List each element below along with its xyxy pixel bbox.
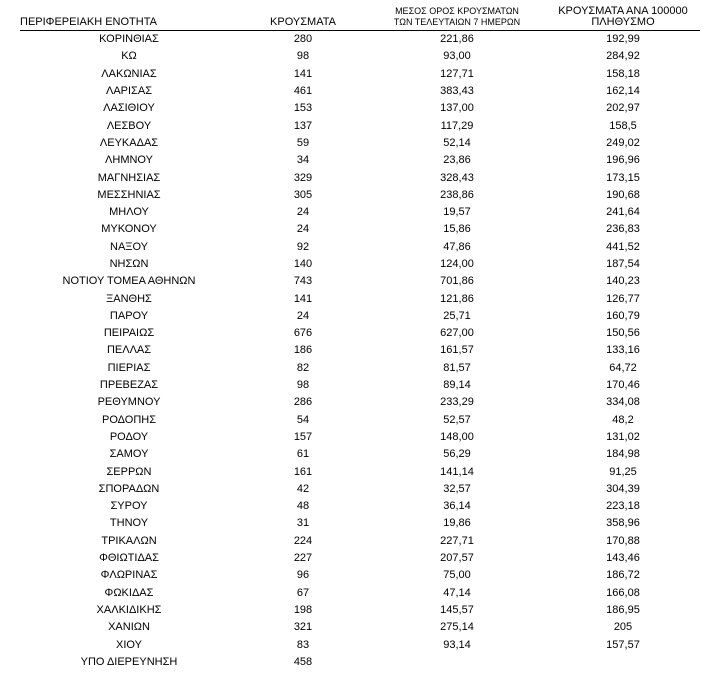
table-row <box>20 602 700 619</box>
cases-per-100000-cell: 150,56 <box>606 327 640 340</box>
cases-cell: 186 <box>293 344 313 357</box>
cases-per-100000-cell: 358,96 <box>606 517 640 530</box>
table-row <box>20 256 700 273</box>
cases-cell: 286 <box>293 396 313 409</box>
region-cell: ΡΕΘΥΜΝΟΥ <box>97 396 161 409</box>
cases-cell: 676 <box>293 327 313 340</box>
table-row <box>20 446 700 463</box>
cases-per-100000-cell: 158,5 <box>609 119 637 132</box>
table-row <box>20 654 700 671</box>
header-avg-line-1: ΜΕΣΟΣ ΟΡΟΣ ΚΡΟΥΣΜΑΤΩΝ <box>395 6 519 16</box>
region-cell: ΞΑΝΘΗΣ <box>106 292 152 305</box>
table-row <box>20 66 700 83</box>
region-cell: ΛΕΥΚΑΔΑΣ <box>99 136 159 149</box>
table-row <box>20 100 700 117</box>
table-row <box>20 567 700 584</box>
avg-7-days-cell: 701,86 <box>440 275 474 288</box>
table-row <box>20 515 700 532</box>
cases-per-100000-cell: 131,02 <box>606 430 640 443</box>
cases-per-100000-cell: 143,46 <box>606 552 640 565</box>
region-cell: ΜΑΓΝΗΣΙΑΣ <box>97 171 161 184</box>
table-row <box>20 48 700 65</box>
region-cell: ΜΕΣΣΗΝΙΑΣ <box>97 188 161 201</box>
table-row <box>20 394 700 411</box>
cases-cell: 67 <box>296 586 310 599</box>
cases-cell: 141 <box>293 67 313 80</box>
table-row <box>20 135 700 152</box>
table-row <box>20 239 700 256</box>
cases-per-100000-cell: 126,77 <box>606 292 640 305</box>
header-region <box>20 6 238 31</box>
table-row <box>20 585 700 602</box>
cases-cell: 48 <box>296 500 310 513</box>
cases-cell: 321 <box>293 621 313 634</box>
cases-per-100000-cell: 223,18 <box>606 500 640 513</box>
header-cases <box>238 6 368 31</box>
cases-cell: 161 <box>293 465 313 478</box>
header-row <box>20 6 700 31</box>
regional-cases-table <box>20 6 700 671</box>
region-cell: ΛΑΚΩΝΙΑΣ <box>101 67 157 80</box>
avg-7-days-cell: 52,57 <box>443 413 471 426</box>
avg-7-days-cell: 56,29 <box>443 448 471 461</box>
region-cell: ΠΕΙΡΑΙΩΣ <box>103 327 155 340</box>
cases-per-100000-cell: 184,98 <box>606 448 640 461</box>
region-cell: ΝΑΞΟΥ <box>110 240 148 253</box>
avg-7-days-cell: 81,57 <box>443 361 471 374</box>
avg-7-days-cell: 328,43 <box>440 171 474 184</box>
region-cell: ΧΑΛΚΙΔΙΚΗΣ <box>96 603 162 616</box>
cases-cell: 92 <box>296 240 310 253</box>
cases-per-100000-cell: 196,96 <box>606 154 640 167</box>
cases-cell: 54 <box>296 413 310 426</box>
avg-7-days-cell: 32,57 <box>443 482 471 495</box>
region-cell: ΤΡΙΚΑΛΩΝ <box>101 534 157 547</box>
header-per-line-1: ΚΡΟΥΣΜΑΤΑ ΑΝΑ 100000 <box>558 5 688 17</box>
cases-per-100000-cell: 190,68 <box>606 188 640 201</box>
table-row <box>20 117 700 134</box>
cases-cell: 24 <box>296 223 310 236</box>
cases-cell: 461 <box>293 85 313 98</box>
avg-7-days-cell: 121,86 <box>440 292 474 305</box>
region-cell: ΚΩ <box>121 50 137 63</box>
table-row <box>20 636 700 653</box>
cases-per-100000-cell: 173,15 <box>606 171 640 184</box>
table-row <box>20 481 700 498</box>
region-cell: ΝΟΤΙΟΥ ΤΟΜΕΑ ΑΘΗΝΩΝ <box>62 275 196 288</box>
cases-per-100000-cell: 186,72 <box>606 569 640 582</box>
avg-7-days-cell: 75,00 <box>443 569 471 582</box>
table-row <box>20 342 700 359</box>
cases-per-100000-cell: 91,25 <box>609 465 637 478</box>
avg-7-days-cell: 47,86 <box>443 240 471 253</box>
cases-cell: 31 <box>296 517 310 530</box>
header-cases-label: ΚΡΟΥΣΜΑΤΑ <box>270 16 336 28</box>
header-avg-7-days <box>368 6 546 31</box>
avg-7-days-cell: 19,86 <box>443 517 471 530</box>
cases-cell: 280 <box>293 33 313 46</box>
table-header <box>20 6 700 31</box>
region-cell: ΜΗΛΟΥ <box>109 206 149 219</box>
avg-7-days-cell: 19,57 <box>443 206 471 219</box>
cases-per-100000-cell: 186,95 <box>606 603 640 616</box>
table-row <box>20 221 700 238</box>
avg-7-days-cell: 145,57 <box>440 603 474 616</box>
avg-7-days-cell: 161,57 <box>440 344 474 357</box>
cases-cell: 82 <box>296 361 310 374</box>
region-cell: ΝΗΣΩΝ <box>109 258 149 270</box>
region-cell: ΣΥΡΟΥ <box>110 500 148 513</box>
cases-per-100000-cell: 192,99 <box>606 33 640 46</box>
cases-per-100000-cell: 334,08 <box>606 396 640 409</box>
avg-7-days-cell: 23,86 <box>443 154 471 167</box>
cases-per-100000-cell: 205 <box>613 621 633 634</box>
cases-cell: 329 <box>293 171 313 184</box>
cases-per-100000-cell: 304,39 <box>606 482 640 495</box>
table-row <box>20 152 700 169</box>
table-row <box>20 429 700 446</box>
region-cell: ΣΕΡΡΩΝ <box>106 465 152 478</box>
cases-per-100000-cell: 441,52 <box>606 240 640 253</box>
avg-7-days-cell: 117,29 <box>440 119 474 132</box>
avg-7-days-cell: 233,29 <box>440 396 474 409</box>
cases-cell: 59 <box>296 136 310 149</box>
header-per-line-2: ΠΛΗΘΥΣΜΟ <box>591 16 655 28</box>
cases-per-100000-cell: 187,54 <box>606 258 640 270</box>
avg-7-days-cell: 238,86 <box>440 188 474 201</box>
cases-per-100000-cell: 64,72 <box>609 361 637 374</box>
cases-per-100000-cell: 241,64 <box>606 206 640 219</box>
cases-per-100000-cell: 170,46 <box>606 379 640 392</box>
avg-7-days-cell: 124,00 <box>440 258 474 270</box>
cases-cell: 24 <box>296 309 310 322</box>
region-cell: ΛΗΜΝΟΥ <box>105 154 153 167</box>
avg-7-days-cell: 25,71 <box>443 309 471 322</box>
table-row <box>20 308 700 325</box>
region-cell: ΡΟΔΟΥ <box>109 430 149 443</box>
avg-7-days-cell: 148,00 <box>440 430 474 443</box>
cases-per-100000-cell: 48,2 <box>612 413 634 426</box>
table-row <box>20 498 700 515</box>
table-row <box>20 463 700 480</box>
cases-cell: 305 <box>293 188 313 201</box>
avg-7-days-cell: 627,00 <box>440 327 474 340</box>
table-row <box>20 31 700 49</box>
avg-7-days-cell: 141,14 <box>440 465 474 478</box>
avg-7-days-cell: 89,14 <box>443 379 471 392</box>
cases-cell: 98 <box>296 379 310 392</box>
cases-cell: 61 <box>296 448 310 461</box>
region-cell: ΠΡΕΒΕΖΑΣ <box>99 379 159 392</box>
avg-7-days-cell: 221,86 <box>440 33 474 46</box>
header-region-label: ΠΕΡΙΦΕΡΕΙΑΚΗ ΕΝΟΤΗΤΑ <box>20 16 157 28</box>
cases-cell: 743 <box>293 275 313 288</box>
cases-per-100000-cell: 166,08 <box>606 586 640 599</box>
table-row <box>20 169 700 186</box>
region-cell: ΦΛΩΡΙΝΑΣ <box>100 569 158 582</box>
avg-7-days-cell: 47,14 <box>443 586 471 599</box>
region-cell: ΣΠΟΡΑΔΩΝ <box>98 482 160 495</box>
cases-per-100000-cell: 140,23 <box>606 275 640 288</box>
avg-7-days-cell: 93,14 <box>443 638 471 651</box>
cases-cell: 458 <box>293 655 313 668</box>
region-cell: ΡΟΔΟΠΗΣ <box>101 413 157 426</box>
avg-7-days-cell: 275,14 <box>440 621 474 634</box>
cases-per-100000-cell: 236,83 <box>606 223 640 236</box>
cases-cell: 153 <box>293 102 313 115</box>
avg-7-days-cell <box>368 654 546 671</box>
avg-7-days-cell: 127,71 <box>440 67 474 80</box>
cases-per-100000-cell: 157,57 <box>606 638 640 651</box>
region-cell: ΠΙΕΡΙΑΣ <box>107 361 151 374</box>
cases-per-100000-cell: 170,88 <box>606 534 640 547</box>
cases-per-100000-cell: 284,92 <box>606 50 640 63</box>
avg-7-days-cell: 227,71 <box>440 534 474 547</box>
cases-cell: 24 <box>296 206 310 219</box>
avg-7-days-cell: 137,00 <box>440 102 474 115</box>
header-avg-line-2: ΤΩΝ ΤΕΛΕΥΤΑΙΩΝ 7 ΗΜΕΡΩΝ <box>393 17 521 27</box>
cases-per-100000-cell: 202,97 <box>606 102 640 115</box>
region-cell: ΧΑΝΙΩΝ <box>108 621 150 634</box>
cases-cell: 98 <box>296 50 310 63</box>
avg-7-days-cell: 93,00 <box>443 50 471 63</box>
cases-per-100000-cell <box>546 654 700 671</box>
avg-7-days-cell: 15,86 <box>443 223 471 236</box>
region-cell: ΠΕΛΛΑΣ <box>106 344 152 357</box>
table-row <box>20 83 700 100</box>
region-cell: ΠΑΡΟΥ <box>109 309 149 322</box>
region-cell: ΦΩΚΙΔΑΣ <box>104 586 154 599</box>
region-cell: ΣΑΜΟΥ <box>109 448 149 461</box>
table-row <box>20 204 700 221</box>
cases-cell: 157 <box>293 430 313 443</box>
header-cases-per-100000 <box>546 6 700 31</box>
table-row <box>20 273 700 290</box>
cases-cell: 42 <box>296 482 310 495</box>
region-cell: ΜΥΚΟΝΟΥ <box>101 223 157 236</box>
cases-cell: 83 <box>296 638 310 651</box>
avg-7-days-cell: 383,43 <box>440 85 474 98</box>
table-row <box>20 187 700 204</box>
cases-per-100000-cell: 133,16 <box>606 344 640 357</box>
cases-cell: 34 <box>296 154 310 167</box>
region-cell: ΧΙΟΥ <box>116 638 142 651</box>
cases-per-100000-cell: 249,02 <box>606 136 640 149</box>
cases-cell: 224 <box>293 534 313 547</box>
avg-7-days-cell: 52,14 <box>443 136 471 149</box>
cases-per-100000-cell: 162,14 <box>606 85 640 98</box>
table-row <box>20 325 700 342</box>
cases-per-100000-cell: 158,18 <box>606 67 640 80</box>
table-row <box>20 533 700 550</box>
table-row <box>20 619 700 636</box>
table-row <box>20 360 700 377</box>
avg-7-days-cell: 207,57 <box>440 552 474 565</box>
cases-cell: 227 <box>293 552 313 565</box>
cases-per-100000-cell: 160,79 <box>606 309 640 322</box>
table-row <box>20 550 700 567</box>
region-cell: ΤΗΝΟΥ <box>109 517 149 530</box>
region-cell: ΛΑΣΙΘΙΟΥ <box>103 102 155 115</box>
table-row <box>20 290 700 307</box>
region-cell: ΛΑΡΙΣΑΣ <box>105 85 152 98</box>
region-cell: ΛΕΣΒΟΥ <box>106 119 152 132</box>
avg-7-days-cell: 36,14 <box>443 500 471 513</box>
cases-cell: 198 <box>293 603 313 616</box>
table-row <box>20 412 700 429</box>
cases-cell: 141 <box>293 292 313 305</box>
region-cell: ΚΟΡΙΝΘΙΑΣ <box>99 33 159 46</box>
table-body <box>20 31 700 671</box>
region-cell: ΦΘΙΩΤΙΔΑΣ <box>99 552 159 565</box>
cases-cell: 96 <box>296 569 310 582</box>
table-row <box>20 377 700 394</box>
cases-cell: 140 <box>293 258 313 270</box>
cases-cell: 137 <box>293 119 313 132</box>
region-cell: ΥΠΟ ΔΙΕΡΕΥΝΗΣΗ <box>80 655 178 668</box>
